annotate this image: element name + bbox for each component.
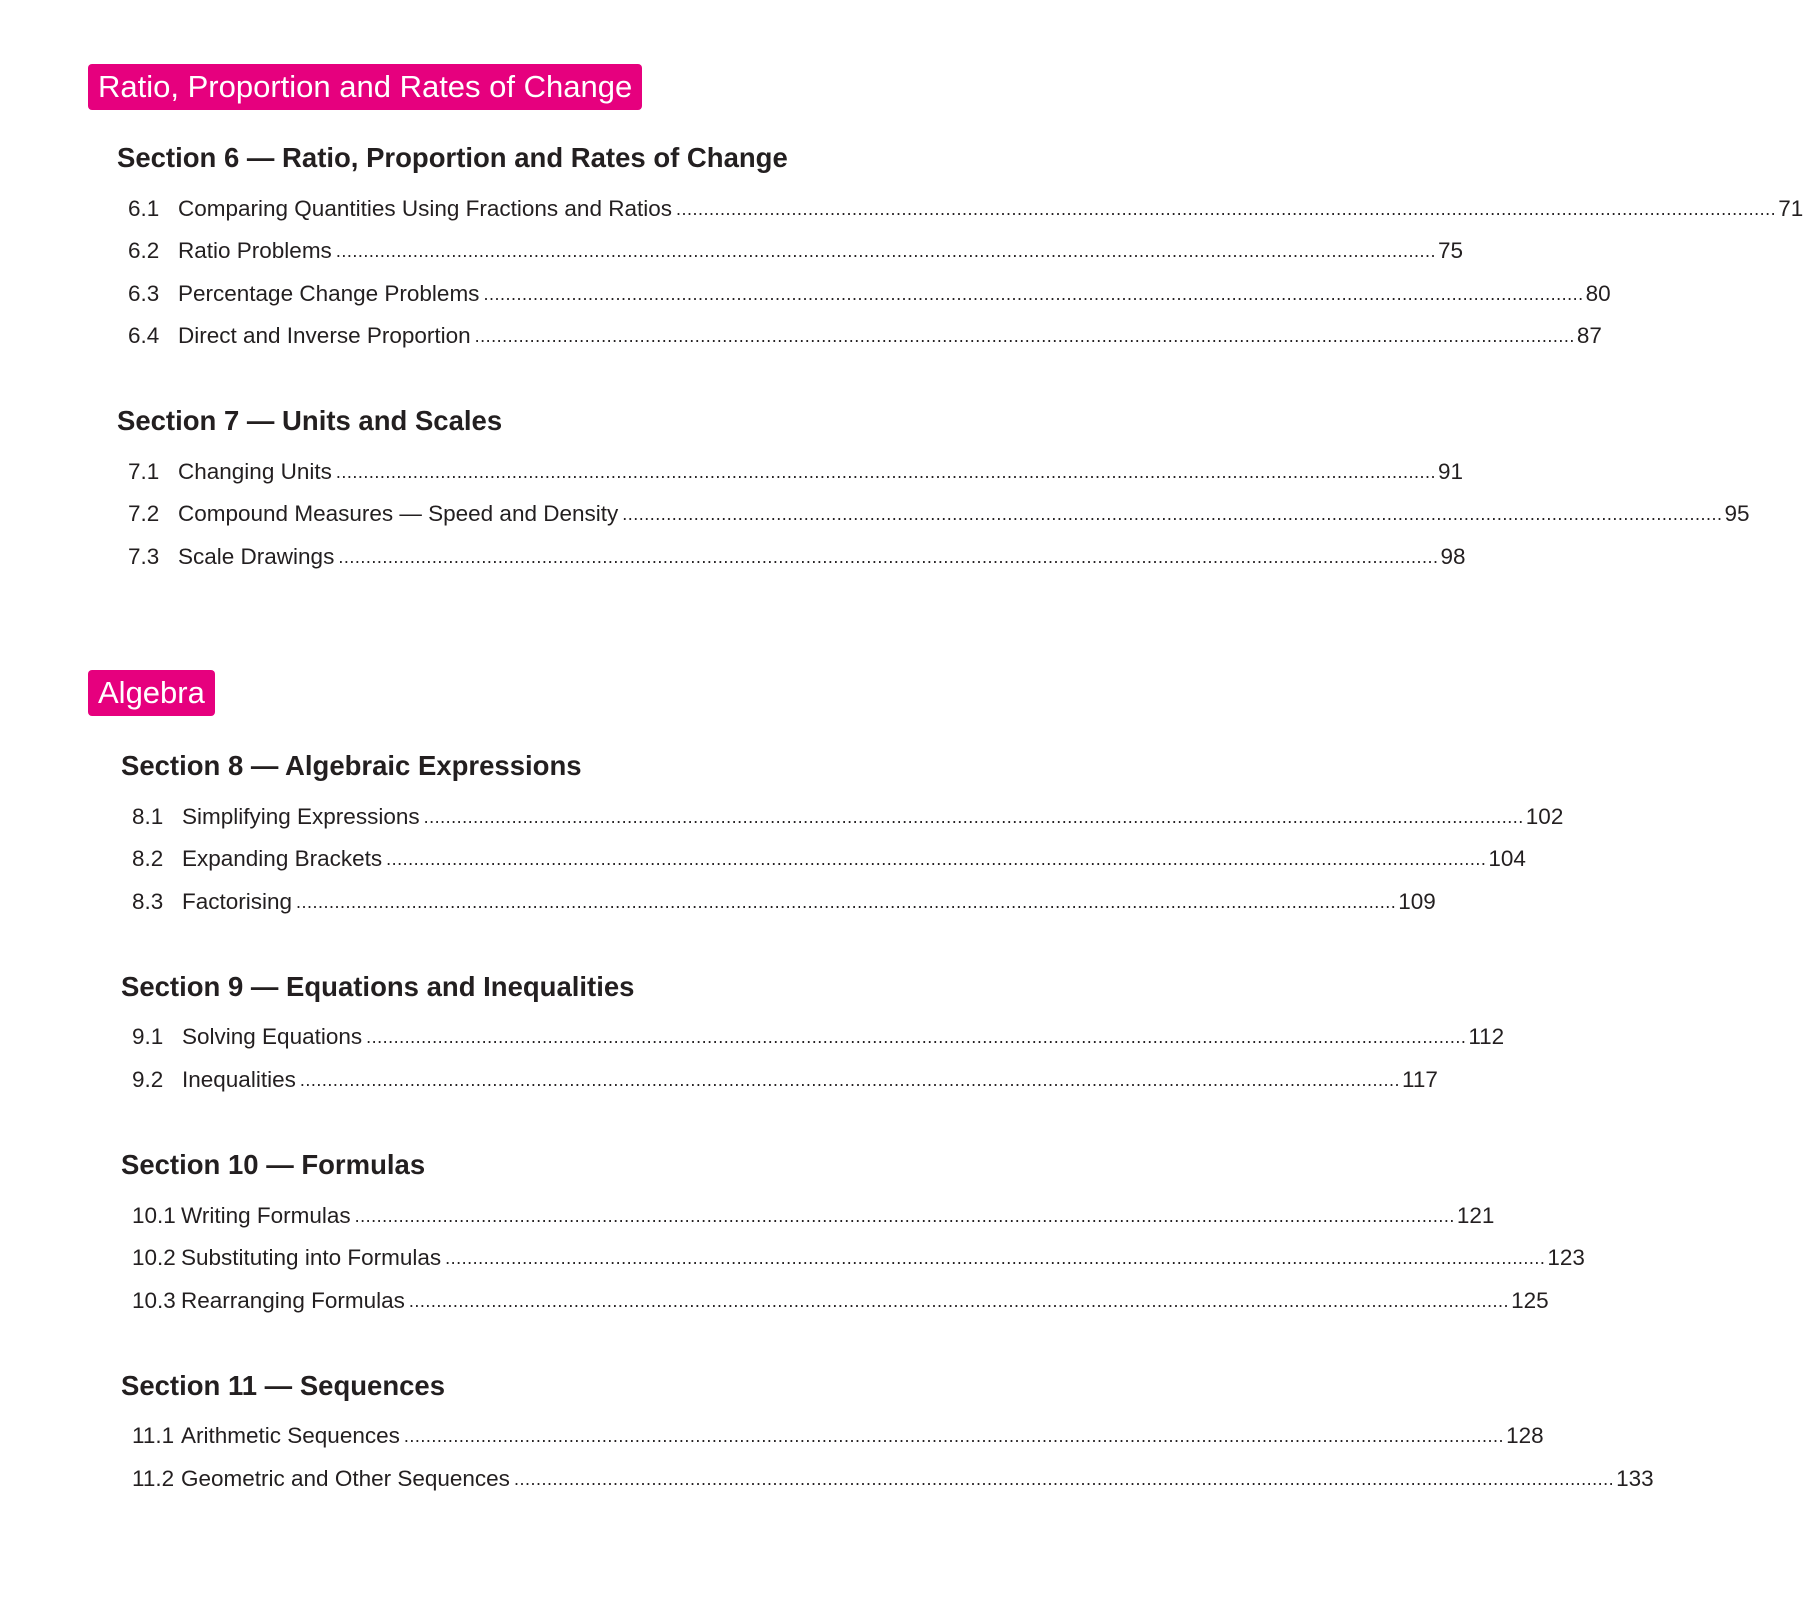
toc-entry[interactable] xyxy=(128,459,1464,489)
dot-leader: ........................................................................................................................................................................................................ xyxy=(354,1206,1455,1226)
dot-leader: ........................................................................................................................................................................................................ xyxy=(386,849,1487,869)
toc-entry[interactable] xyxy=(128,544,1466,574)
entry-title: Percentage Change Problems xyxy=(178,281,480,306)
entry-page: 102 xyxy=(1525,804,1564,829)
entry-page: 80 xyxy=(1585,281,1611,306)
entry-number: 8.2 xyxy=(132,846,164,871)
dot-leader: ........................................................................................................................................................................................................ xyxy=(296,892,1397,912)
entry-title: Simplifying Expressions xyxy=(182,804,420,829)
dot-leader: ........................................................................................................................................................................................................ xyxy=(335,462,1437,482)
entry-number: 9.1 xyxy=(132,1024,164,1049)
toc-entry[interactable] xyxy=(132,1067,1438,1097)
dot-leader: ........................................................................................................................................................................................................ xyxy=(474,326,1575,346)
toc-entry[interactable] xyxy=(132,1466,1654,1496)
dot-leader: ........................................................................................................................................................................................................ xyxy=(445,1248,1546,1268)
entry-title: Rearranging Formulas xyxy=(181,1288,405,1313)
dot-leader: ........................................................................................................................................................................................................ xyxy=(299,1070,1401,1090)
toc-entry[interactable] xyxy=(132,1203,1495,1233)
entry-page: 109 xyxy=(1398,889,1436,914)
dot-leader: ........................................................................................................................................................................................................ xyxy=(366,1027,1467,1047)
entry-number: 7.1 xyxy=(128,459,160,484)
part-heading-algebra: Algebra xyxy=(88,670,215,716)
entry-page: 95 xyxy=(1724,501,1750,526)
entry-title: Arithmetic Sequences xyxy=(181,1423,400,1448)
dot-leader: ........................................................................................................................................................................................................ xyxy=(403,1426,1505,1446)
dot-leader: ........................................................................................................................................................................................................ xyxy=(483,284,1584,304)
dot-leader: ........................................................................................................................................................................................................ xyxy=(408,1291,1510,1311)
section-title: Section 10 — Formulas xyxy=(121,1149,426,1180)
section-title: Section 7 — Units and Scales xyxy=(117,405,503,436)
entry-title: Direct and Inverse Proportion xyxy=(178,323,471,348)
entry-title: Inequalities xyxy=(182,1067,296,1092)
dot-leader: ........................................................................................................................................................................................................ xyxy=(335,241,1437,261)
entry-title: Substituting into Formulas xyxy=(181,1245,442,1270)
dot-leader: ........................................................................................................................................................................................................ xyxy=(338,547,1439,567)
entry-number: 7.2 xyxy=(128,501,160,526)
entry-page: 112 xyxy=(1468,1024,1505,1049)
entry-title: Comparing Quantities Using Fractions and Ratios xyxy=(178,196,672,221)
dot-leader: ........................................................................................................................................................................................................ xyxy=(622,504,1723,524)
entry-number: 9.2 xyxy=(132,1067,164,1092)
entry-number: 8.3 xyxy=(132,889,164,914)
entry-title: Factorising xyxy=(182,889,293,914)
entry-title: Scale Drawings xyxy=(178,544,335,569)
entry-page: 128 xyxy=(1506,1423,1544,1448)
entry-page: 98 xyxy=(1440,544,1466,569)
section-title: Section 11 — Sequences xyxy=(121,1370,446,1401)
entry-title: Writing Formulas xyxy=(181,1203,351,1228)
entry-page: 125 xyxy=(1511,1288,1549,1313)
entry-title: Expanding Brackets xyxy=(182,846,383,871)
toc-entry[interactable] xyxy=(128,196,1803,226)
entry-title: Compound Measures — Speed and Density xyxy=(178,501,619,526)
entry-title: Changing Units xyxy=(178,459,332,484)
section-title: Section 6 — Ratio, Proportion and Rates of Change xyxy=(117,142,788,173)
toc-entry[interactable] xyxy=(128,501,1750,531)
toc-entry[interactable] xyxy=(132,846,1526,876)
entry-page: 75 xyxy=(1438,238,1464,263)
entry-number: 6.3 xyxy=(128,281,160,306)
toc-entry[interactable] xyxy=(128,238,1464,268)
dot-leader: ........................................................................................................................................................................................................ xyxy=(513,1469,1615,1489)
toc-entry[interactable] xyxy=(128,281,1611,311)
entry-number: 10.2 xyxy=(132,1245,176,1270)
entry-number: 10.3 xyxy=(132,1288,176,1313)
entry-title: Geometric and Other Sequences xyxy=(181,1466,510,1491)
toc-entry[interactable] xyxy=(132,1024,1505,1054)
entry-page: 117 xyxy=(1402,1067,1438,1092)
section-title: Section 8 — Algebraic Expressions xyxy=(121,750,582,781)
entry-title: Solving Equations xyxy=(182,1024,363,1049)
entry-page: 133 xyxy=(1616,1466,1654,1491)
entry-number: 11.2 xyxy=(132,1466,175,1491)
entry-number: 6.1 xyxy=(128,196,160,221)
toc-entry[interactable] xyxy=(132,1288,1549,1318)
entry-page: 104 xyxy=(1488,846,1526,871)
dot-leader: ........................................................................................................................................................................................................ xyxy=(423,807,1524,827)
part-heading-ratio: Ratio, Proportion and Rates of Change xyxy=(88,64,642,110)
toc-entry[interactable] xyxy=(132,1423,1544,1453)
toc-entry[interactable] xyxy=(132,1245,1585,1275)
entry-page: 87 xyxy=(1576,323,1602,348)
entry-page: 91 xyxy=(1438,459,1464,484)
dot-leader: ........................................................................................................................................................................................................ xyxy=(675,199,1777,219)
entry-title: Ratio Problems xyxy=(178,238,332,263)
entry-page: 121 xyxy=(1456,1203,1495,1228)
entry-number: 8.1 xyxy=(132,804,164,829)
section-title: Section 9 — Equations and Inequalities xyxy=(121,971,635,1002)
toc-entry[interactable] xyxy=(132,804,1564,834)
toc-entry[interactable] xyxy=(128,323,1602,353)
entry-page: 71 xyxy=(1778,196,1803,221)
entry-number: 10.1 xyxy=(132,1203,176,1228)
toc-entry[interactable] xyxy=(132,889,1436,919)
entry-number: 6.2 xyxy=(128,238,160,263)
entry-page: 123 xyxy=(1547,1245,1585,1270)
entry-number: 6.4 xyxy=(128,323,160,348)
entry-number: 7.3 xyxy=(128,544,160,569)
entry-number: 11.1 xyxy=(132,1423,175,1448)
